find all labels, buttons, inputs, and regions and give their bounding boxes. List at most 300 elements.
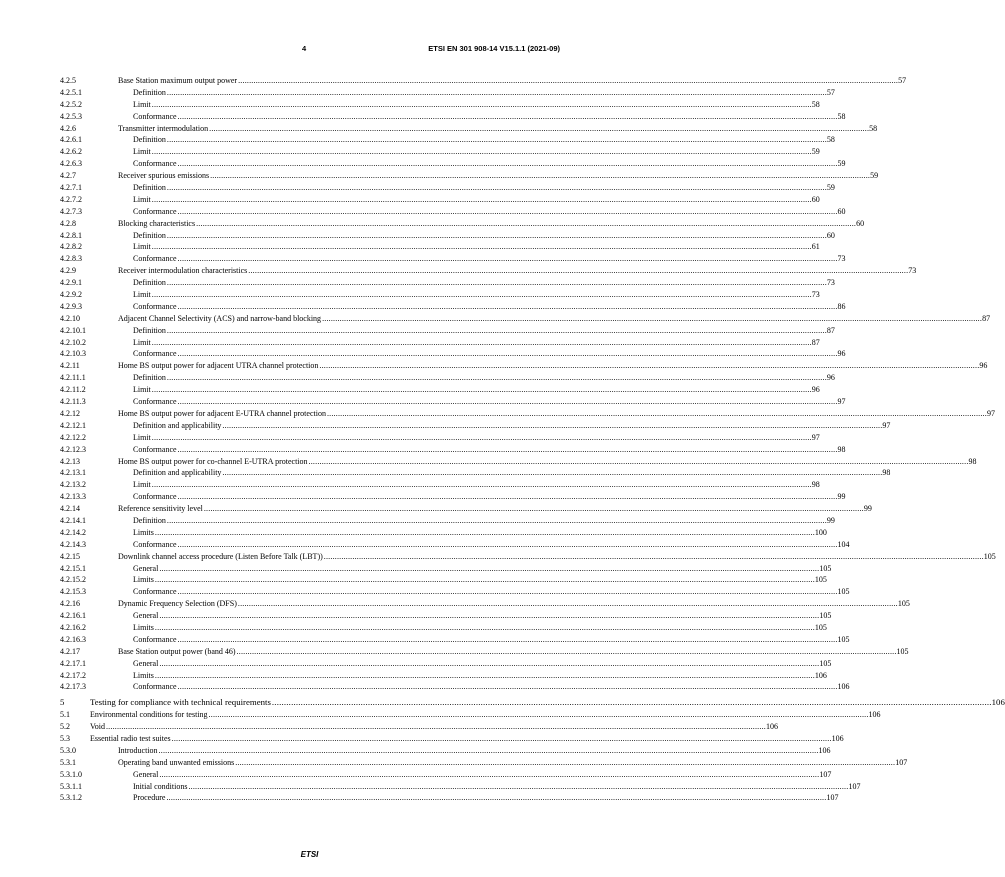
toc-entry[interactable] (60, 745, 831, 757)
toc-entry[interactable] (60, 622, 827, 634)
toc-entry-title: Conformance (133, 111, 177, 121)
toc-dot-leader: ............................................................................................................................................................................................................................................................................................................ (188, 781, 849, 791)
toc-entry[interactable] (60, 99, 820, 111)
toc-entry[interactable] (60, 277, 835, 289)
toc-entry-body (133, 527, 827, 539)
toc-entry-title: Receiver intermodulation characteristics (118, 266, 248, 276)
toc-entry-title: Conformance (133, 159, 177, 169)
toc-entry-title: Limits (133, 527, 154, 537)
toc-entry-title: Essential radio test suites (90, 733, 171, 743)
toc-dot-leader: ............................................................................................................................................................................................................................................................................................................ (154, 527, 815, 537)
toc-entry[interactable] (60, 646, 909, 658)
toc-entry-body (118, 313, 991, 325)
toc-entry-number: 4.2.5.1 (60, 87, 82, 97)
toc-entry-body (118, 408, 995, 420)
toc-entry-body (133, 384, 820, 396)
toc-entry-body (118, 218, 865, 230)
toc-entry[interactable] (60, 158, 846, 170)
toc-entry-page: 104 (837, 539, 850, 549)
toc-entry[interactable] (60, 733, 844, 745)
toc-entry-title: Procedure (133, 793, 166, 803)
toc-entry[interactable] (60, 313, 991, 325)
toc-dot-leader: ............................................................................................................................................................................................................................................................................................................ (166, 87, 827, 97)
toc-entry-page: 107 (819, 769, 832, 779)
toc-entry-number: 4.2.7 (60, 171, 76, 181)
toc-dot-leader: ............................................................................................................................................................................................................................................................................................................ (238, 76, 899, 85)
toc-entry-body (133, 610, 832, 622)
toc-entry-number: 4.2.6.1 (60, 135, 82, 145)
toc-entry-page: 58 (837, 111, 846, 121)
toc-entry-number: 4.2.16.3 (60, 634, 86, 644)
toc-entry[interactable] (60, 527, 827, 539)
toc-entry-title: Initial conditions (133, 781, 188, 791)
toc-entry[interactable] (60, 325, 835, 337)
toc-entry-body (118, 551, 996, 563)
toc-entry[interactable] (60, 230, 835, 242)
toc-entry-page: 107 (826, 793, 839, 803)
toc-entry-page: 87 (826, 325, 835, 335)
toc-entry-title: Conformance (133, 587, 177, 597)
toc-entry-body (133, 372, 835, 384)
toc-entry-body (133, 681, 850, 693)
toc-entry-body (133, 396, 846, 408)
toc-entry-title: Base Station maximum output power (118, 76, 238, 85)
toc-entry-number: 4.2.12.1 (60, 420, 86, 430)
toc-entry-number: 5.3.1.2 (60, 793, 82, 803)
toc-entry-number: 4.2.6.3 (60, 159, 82, 169)
toc-dot-leader: ............................................................................................................................................................................................................................................................................................................ (177, 254, 838, 264)
toc-entry-number: 4.2.17.1 (60, 658, 86, 668)
toc-entry-title: General (133, 769, 159, 779)
toc-entry-page: 105 (896, 646, 909, 656)
toc-entry[interactable] (60, 586, 850, 598)
toc-entry-body (118, 456, 977, 468)
toc-entry[interactable] (60, 396, 846, 408)
toc-entry-title: Conformance (133, 492, 177, 502)
page-footer: ETSI (300, 850, 319, 859)
toc-entry-title: Limits (133, 670, 154, 680)
toc-entry[interactable] (60, 467, 891, 479)
toc-entry[interactable] (60, 574, 827, 586)
toc-dot-leader: ............................................................................................................................................................................................................................................................................................................ (151, 337, 812, 347)
toc-entry-number: 4.2.9.2 (60, 290, 82, 300)
toc-entry-title: General (133, 563, 159, 573)
toc-dot-leader: ............................................................................................................................................................................................................................................................................................................ (177, 539, 838, 549)
toc-entry-title: Home BS output power for adjacent E-UTRA channel protection (118, 408, 326, 418)
toc-entry[interactable] (60, 170, 879, 182)
toc-entry-title: Limit (133, 147, 151, 157)
toc-entry-number: 4.2.10 (60, 313, 80, 323)
toc-entry-body (133, 769, 832, 781)
toc-entry[interactable] (60, 610, 832, 622)
toc-entry-number: 4.2.14 (60, 504, 80, 514)
toc-entry-title: Conformance (133, 444, 177, 454)
toc-entry-body (133, 491, 846, 503)
toc-dot-leader: ............................................................................................................................................................................................................................................................................................................ (166, 325, 827, 335)
toc-entry[interactable] (60, 670, 827, 682)
toc-entry-number: 4.2.5 (60, 76, 76, 85)
toc-entry-page: 60 (837, 206, 846, 216)
toc-dot-leader: ............................................................................................................................................................................................................................................................................................................ (271, 697, 992, 708)
toc-entry-page: 58 (869, 123, 878, 133)
toc-entry-title: Definition (133, 515, 166, 525)
toc-dot-leader: ............................................................................................................................................................................................................................................................................................................ (222, 420, 883, 430)
toc-entry-page: 58 (811, 99, 820, 109)
toc-entry-number: 4.2.5.2 (60, 99, 82, 109)
toc-entry-title: Conformance (133, 349, 177, 359)
toc-entry-page: 86 (837, 301, 846, 311)
toc-dot-leader: ............................................................................................................................................................................................................................................................................................................ (236, 646, 897, 656)
toc-entry-page: 97 (986, 408, 995, 418)
toc-dot-leader: ............................................................................................................................................................................................................................................................................................................ (151, 290, 812, 300)
toc-entry[interactable] (60, 681, 850, 693)
toc-entry-page: 59 (826, 183, 835, 193)
toc-entry-body (118, 745, 831, 757)
toc-entry-page: 96 (837, 349, 846, 359)
toc-entry-title: Limits (133, 575, 154, 585)
toc-entry-body (133, 658, 832, 670)
toc-entry-page: 60 (826, 230, 835, 240)
toc-entry-body (133, 444, 846, 456)
toc-dot-leader: ............................................................................................................................................................................................................................................................................................................ (159, 611, 820, 621)
toc-entry[interactable] (60, 206, 846, 218)
toc-entry-number: 4.2.16.1 (60, 611, 86, 621)
toc-entry-title: Operating band unwanted emissions (118, 757, 235, 767)
toc-entry-page: 60 (856, 218, 865, 228)
toc-entry[interactable] (60, 265, 917, 277)
toc-entry-title: Limits (133, 622, 154, 632)
toc-dot-leader: ............................................................................................................................................................................................................................................................................................................ (151, 480, 812, 490)
toc-entry-number: 4.2.5.3 (60, 111, 82, 121)
toc-entry[interactable] (60, 792, 839, 804)
toc-entry-title: Limit (133, 194, 151, 204)
toc-dot-leader: ............................................................................................................................................................................................................................................................................................................ (166, 373, 827, 383)
toc-dot-leader: ............................................................................................................................................................................................................................................................................................................ (154, 670, 815, 680)
toc-entry[interactable] (60, 123, 878, 135)
toc-entry-page: 106 (991, 697, 1005, 708)
toc-entry-page: 73 (908, 266, 917, 276)
toc-entry-title: Definition (133, 278, 166, 288)
toc-entry-number: 4.2.16.2 (60, 622, 86, 632)
toc-entry-body (133, 99, 820, 111)
toc-entry-number: 5.1 (60, 710, 70, 720)
toc-entry-body (118, 265, 917, 277)
toc-dot-leader: ............................................................................................................................................................................................................................................................................................................ (210, 171, 871, 181)
toc-entry-body (90, 697, 1005, 709)
toc-entry-number: 4.2.11.3 (60, 397, 86, 407)
toc-entry[interactable] (60, 503, 872, 515)
toc-entry-title: Limit (133, 385, 151, 395)
toc-entry-number: 5.3 (60, 733, 70, 743)
toc-entry-body (90, 733, 844, 745)
toc-dot-leader: ............................................................................................................................................................................................................................................................................................................ (166, 230, 827, 240)
toc-entry-title: Base Station output power (band 46) (118, 646, 236, 656)
toc-entry-page: 96 (811, 385, 820, 395)
toc-entry[interactable] (60, 111, 846, 123)
toc-entry[interactable] (60, 432, 820, 444)
toc-entry-page: 73 (826, 278, 835, 288)
toc-dot-leader: ............................................................................................................................................................................................................................................................................................................ (323, 551, 984, 561)
toc-entry-body (133, 586, 850, 598)
toc-entry[interactable] (60, 420, 891, 432)
toc-entry-title: Definition (133, 87, 166, 97)
toc-dot-leader: ............................................................................................................................................................................................................................................................................................................ (237, 599, 898, 609)
toc-entry[interactable] (60, 194, 820, 206)
toc-entry[interactable] (60, 456, 977, 468)
toc-entry-body (133, 792, 839, 804)
toc-entry-page: 106 (814, 670, 827, 680)
toc-dot-leader: ............................................................................................................................................................................................................................................................................................................ (326, 408, 987, 418)
toc-dot-leader: ............................................................................................................................................................................................................................................................................................................ (308, 456, 969, 466)
toc-dot-leader: ............................................................................................................................................................................................................................................................................................................ (166, 793, 827, 803)
toc-entry-number: 5.3.1.1 (60, 781, 82, 791)
toc-entry-body (90, 721, 778, 733)
toc-entry[interactable] (60, 384, 820, 396)
toc-entry-body (133, 634, 850, 646)
toc-dot-leader: ............................................................................................................................................................................................................................................................................................................ (166, 135, 827, 145)
toc-entry[interactable] (60, 360, 988, 372)
toc-entry-page: 105 (814, 622, 827, 632)
toc-entry-title: Downlink channel access procedure (Listen Before Talk (LBT)) (118, 551, 323, 561)
toc-dot-leader: ............................................................................................................................................................................................................................................................................................................ (177, 349, 838, 359)
toc-entry-title: Conformance (133, 254, 177, 264)
toc-entry-title: Definition (133, 183, 166, 193)
toc-entry-body (133, 337, 820, 349)
toc-entry[interactable] (60, 241, 820, 253)
toc-entry-page: 61 (811, 242, 820, 252)
toc-dot-leader: ............................................................................................................................................................................................................................................................................................................ (159, 563, 820, 573)
toc-entry-page: 105 (837, 634, 850, 644)
toc-entry[interactable] (60, 337, 820, 349)
toc-entry-number: 4.2.9.3 (60, 301, 82, 311)
toc-entry[interactable] (60, 757, 908, 769)
toc-entry-number: 5.3.1.0 (60, 769, 82, 779)
toc-entry[interactable] (60, 721, 778, 733)
toc-entry[interactable] (60, 781, 861, 793)
toc-entry-page: 105 (983, 551, 996, 561)
toc-entry-number: 4.2.15 (60, 551, 80, 561)
toc-entry-title: Limit (133, 99, 151, 109)
toc-entry-body (118, 598, 910, 610)
toc-entry-number: 4.2.14.1 (60, 515, 86, 525)
toc-entry-page: 87 (811, 337, 820, 347)
toc-entry-body (133, 574, 827, 586)
toc-entry-page: 97 (811, 432, 820, 442)
toc-entry[interactable] (60, 146, 820, 158)
toc-dot-leader: ............................................................................................................................................................................................................................................................................................................ (151, 242, 812, 252)
toc-dot-leader: ............................................................................................................................................................................................................................................................................................................ (177, 111, 838, 121)
toc-entry-number: 4.2.6 (60, 123, 76, 133)
toc-entry-page: 59 (837, 159, 846, 169)
toc-dot-leader: ............................................................................................................................................................................................................................................................................................................ (235, 757, 896, 767)
toc-entry-title: Receiver spurious emissions (118, 171, 210, 181)
toc-entry[interactable] (60, 598, 910, 610)
toc-dot-leader: ............................................................................................................................................................................................................................................................................................................ (151, 385, 812, 395)
toc-entry-page: 58 (826, 135, 835, 145)
toc-entry-body (90, 709, 881, 721)
toc-entry[interactable] (60, 75, 907, 87)
toc-entry-page: 105 (897, 599, 910, 609)
toc-entry-body (133, 563, 832, 575)
toc-entry-number: 4.2.17.2 (60, 670, 86, 680)
toc-entry-page: 97 (837, 397, 846, 407)
toc-entry-number: 5 (60, 697, 65, 708)
toc-entry-number: 4.2.9.1 (60, 278, 82, 288)
toc-dot-leader: ............................................................................................................................................................................................................................................................................................................ (158, 745, 819, 755)
toc-entry-page: 59 (870, 171, 879, 181)
toc-entry-number: 4.2.11 (60, 361, 80, 371)
page-header (0, 44, 619, 56)
page-number: 4 (302, 44, 307, 53)
toc-entry-title: Definition (133, 230, 166, 240)
toc-entry-title: Testing for compliance with technical requirements (90, 697, 271, 708)
toc-entry-number: 4.2.7.3 (60, 206, 82, 216)
toc-dot-leader: ............................................................................................................................................................................................................................................................................................................ (203, 504, 864, 514)
toc-entry-page: 107 (895, 757, 908, 767)
toc-entry[interactable] (60, 515, 835, 527)
toc-entry-title: Definition (133, 135, 166, 145)
toc-entry-body (133, 325, 835, 337)
document-reference: ETSI EN 301 908-14 V15.1.1 (2021-09) (428, 44, 560, 53)
toc-entry-number: 4.2.17.3 (60, 682, 86, 692)
toc-entry-number: 5.2 (60, 722, 70, 732)
toc-entry-body (133, 241, 820, 253)
toc-entry-number: 4.2.12 (60, 408, 80, 418)
toc-entry[interactable] (60, 634, 850, 646)
toc-entry[interactable] (60, 372, 835, 384)
toc-dot-leader: ............................................................................................................................................................................................................................................................................................................ (248, 266, 909, 276)
toc-entry[interactable] (60, 479, 820, 491)
toc-entry[interactable] (60, 697, 1005, 709)
toc-dot-leader: ............................................................................................................................................................................................................................................................................................................ (159, 658, 820, 668)
toc-entry[interactable] (60, 134, 835, 146)
toc-entry-number: 4.2.14.3 (60, 539, 86, 549)
toc-entry-body (118, 123, 878, 135)
toc-entry-page: 106 (765, 722, 778, 732)
toc-entry-title: Adjacent Channel Selectivity (ACS) and narrow-band blocking (118, 313, 322, 323)
toc-dot-leader: ............................................................................................................................................................................................................................................................................................................ (166, 278, 827, 288)
toc-dot-leader: ............................................................................................................................................................................................................................................................................................................ (222, 468, 883, 478)
toc-entry-page: 87 (982, 313, 991, 323)
toc-entry-title: Dynamic Frequency Selection (DFS) (118, 599, 237, 609)
toc-entry[interactable] (60, 408, 995, 420)
toc-entry[interactable] (60, 289, 820, 301)
toc-entry-title: Definition and applicability (133, 420, 222, 430)
toc-entry-number: 4.2.16 (60, 599, 80, 609)
toc-entry-body (118, 646, 909, 658)
toc-entry[interactable] (60, 563, 832, 575)
toc-entry[interactable] (60, 491, 846, 503)
toc-entry[interactable] (60, 658, 832, 670)
toc-entry-page: 98 (968, 456, 977, 466)
toc-entry-page: 100 (814, 527, 827, 537)
toc-entry-body (118, 170, 879, 182)
toc-dot-leader: ............................................................................................................................................................................................................................................................................................................ (154, 622, 815, 632)
toc-entry[interactable] (60, 218, 865, 230)
toc-entry-number: 4.2.7.1 (60, 183, 82, 193)
toc-entry-body (133, 253, 846, 265)
toc-entry-page: 105 (819, 563, 832, 573)
toc-entry-body (133, 420, 891, 432)
toc-entry-number: 4.2.7.2 (60, 194, 82, 204)
toc-entry[interactable] (60, 709, 881, 721)
toc-entry-page: 105 (819, 658, 832, 668)
toc-dot-leader: ............................................................................................................................................................................................................................................................................................................ (154, 575, 815, 585)
toc-dot-leader: ............................................................................................................................................................................................................................................................................................................ (151, 99, 812, 109)
toc-entry-title: Home BS output power for adjacent UTRA channel protection (118, 361, 319, 371)
toc-entry-page: 98 (882, 468, 891, 478)
toc-entry-title: Definition (133, 325, 166, 335)
toc-entry-title: Conformance (133, 206, 177, 216)
toc-entry-page: 59 (811, 147, 820, 157)
toc-entry-body (133, 87, 835, 99)
toc-entry-body (133, 182, 835, 194)
toc-entry-body (118, 757, 908, 769)
toc-entry-number: 4.2.13.1 (60, 468, 86, 478)
toc-entry[interactable] (60, 551, 996, 563)
toc-entry-body (133, 670, 827, 682)
toc-entry[interactable] (60, 301, 846, 313)
toc-entry-title: Reference sensitivity level (118, 504, 203, 514)
toc-entry-number: 4.2.13.3 (60, 492, 86, 502)
toc-entry-page: 106 (831, 733, 844, 743)
toc-entry[interactable] (60, 444, 846, 456)
toc-entry-page: 107 (848, 781, 861, 791)
toc-dot-leader: ............................................................................................................................................................................................................................................................................................................ (151, 194, 812, 204)
toc-entry-body (133, 134, 835, 146)
toc-entry-body (133, 479, 820, 491)
toc-entry[interactable] (60, 87, 835, 99)
toc-entry-title: General (133, 658, 159, 668)
toc-entry-number: 4.2.11.1 (60, 373, 86, 383)
toc-entry-number: 4.2.8.3 (60, 254, 82, 264)
toc-entry[interactable] (60, 539, 850, 551)
toc-entry[interactable] (60, 769, 832, 781)
toc-dot-leader: ............................................................................................................................................................................................................................................................................................................ (177, 206, 838, 216)
toc-entry-title: Conformance (133, 682, 177, 692)
toc-entry-body (118, 75, 907, 87)
toc-entry-number: 5.3.1 (60, 757, 76, 767)
toc-entry-number: 4.2.8 (60, 218, 76, 228)
toc-entry[interactable] (60, 182, 835, 194)
toc-entry-page: 105 (837, 587, 850, 597)
toc-entry-number: 4.2.10.3 (60, 349, 86, 359)
toc-dot-leader: ............................................................................................................................................................................................................................................................................................................ (151, 147, 812, 157)
toc-entry-title: Conformance (133, 634, 177, 644)
toc-entry-page: 99 (863, 504, 872, 514)
toc-entry-title: Conformance (133, 397, 177, 407)
toc-dot-leader: ............................................................................................................................................................................................................................................................................................................ (166, 183, 827, 193)
toc-entry-number: 4.2.12.3 (60, 444, 86, 454)
toc-dot-leader: ............................................................................................................................................................................................................................................................................................................ (171, 733, 832, 743)
toc-dot-leader: ............................................................................................................................................................................................................................................................................................................ (177, 301, 838, 311)
toc-entry-body (133, 277, 835, 289)
toc-entry-body (133, 515, 835, 527)
toc-entry[interactable] (60, 253, 846, 265)
toc-entry-title: General (133, 611, 159, 621)
toc-dot-leader: ............................................................................................................................................................................................................................................................................................................ (166, 515, 827, 525)
toc-dot-leader: ............................................................................................................................................................................................................................................................................................................ (208, 710, 869, 720)
toc-dot-leader: ............................................................................................................................................................................................................................................................................................................ (177, 397, 838, 407)
toc-entry-number: 4.2.12.2 (60, 432, 86, 442)
toc-entry-number: 4.2.13 (60, 456, 80, 466)
toc-entry-body (133, 158, 846, 170)
toc-entry-page: 73 (837, 254, 846, 264)
toc-entry-number: 4.2.15.1 (60, 563, 86, 573)
toc-dot-leader: ............................................................................................................................................................................................................................................................................................................ (177, 159, 838, 169)
toc-dot-leader: ............................................................................................................................................................................................................................................................................................................ (177, 682, 838, 692)
toc-entry[interactable] (60, 348, 846, 360)
